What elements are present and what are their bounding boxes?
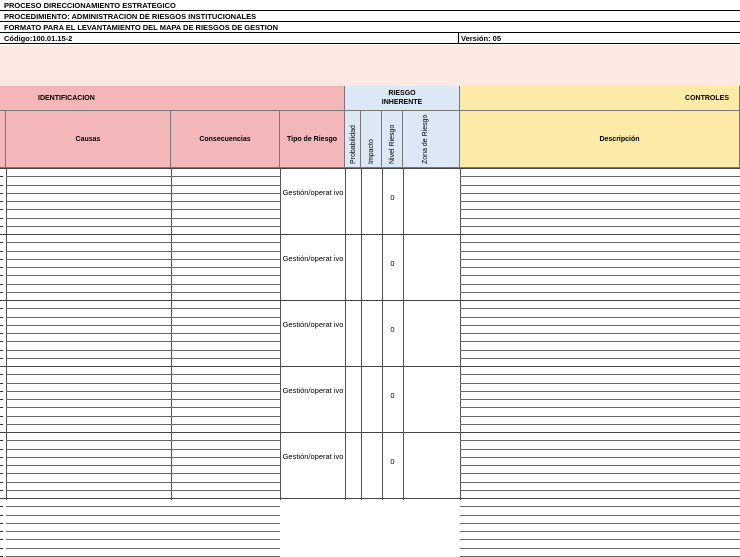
format-label: FORMATO PARA EL LEVANTAMIENTO DEL MAPA DE RIESGOS DE GESTION [4, 23, 279, 32]
cell-line[interactable] [460, 218, 740, 219]
nivel-riesgo-cell[interactable]: 0 [390, 457, 395, 466]
cell-line[interactable] [6, 193, 171, 194]
column-line [280, 168, 281, 500]
cell-line[interactable] [6, 358, 171, 359]
cell-line[interactable] [460, 284, 740, 285]
cell-line[interactable] [6, 515, 171, 516]
row-tick [0, 416, 3, 417]
cell-line[interactable] [171, 523, 280, 524]
cell-line[interactable] [171, 482, 280, 483]
cell-line[interactable] [460, 416, 740, 417]
cell-line[interactable] [460, 482, 740, 483]
cell-line[interactable] [6, 416, 171, 417]
cell-line[interactable] [6, 259, 171, 260]
cell-line[interactable] [6, 449, 171, 450]
row-tick [0, 383, 3, 384]
cell-line[interactable] [6, 440, 171, 441]
cell-line[interactable] [460, 523, 740, 524]
row-tick [0, 176, 3, 177]
row-tick [0, 482, 3, 483]
row-tick [0, 548, 3, 549]
col-tipo-label: Tipo de Riesgo [286, 135, 338, 143]
tipo-riesgo-cell[interactable]: Gestión/operat ivo [282, 188, 344, 197]
row-tick [0, 325, 3, 326]
row-tick [0, 226, 3, 227]
header-divider [458, 33, 459, 44]
cell-line[interactable] [460, 506, 740, 507]
row-tick [0, 185, 3, 186]
cell-line[interactable] [6, 308, 171, 309]
row-tick [0, 341, 3, 342]
tipo-riesgo-cell[interactable]: Gestión/operat ivo [282, 320, 344, 329]
group-separator [0, 432, 740, 433]
cell-line[interactable] [171, 185, 280, 186]
col-impacto-label: Impacto [368, 139, 375, 164]
section-controles[interactable] [460, 86, 740, 111]
cell-line[interactable] [171, 341, 280, 342]
row-tick [0, 275, 3, 276]
cell-line[interactable] [6, 374, 171, 375]
tipo-riesgo-cell[interactable]: Gestión/operat ivo [282, 386, 344, 395]
cell-line[interactable] [460, 317, 740, 318]
row-tick [0, 465, 3, 466]
cell-line[interactable] [171, 209, 280, 210]
cell-line[interactable] [460, 242, 740, 243]
cell-line[interactable] [460, 292, 740, 293]
cell-line[interactable] [460, 548, 740, 549]
cell-line[interactable] [6, 457, 171, 458]
row-tick [0, 267, 3, 268]
cell-line[interactable] [171, 242, 280, 243]
group-separator [0, 300, 740, 301]
cell-line[interactable] [460, 267, 740, 268]
cell-line[interactable] [171, 424, 280, 425]
process-label: PROCESO DIRECCIONAMIENTO ESTRATEGICO [4, 1, 176, 10]
header-process [0, 0, 740, 11]
cell-line[interactable] [460, 473, 740, 474]
cell-line[interactable] [171, 515, 280, 516]
col-causas-label: Causas [75, 135, 101, 143]
cell-line[interactable] [460, 325, 740, 326]
cell-line[interactable] [6, 482, 171, 483]
cell-line[interactable] [171, 251, 280, 252]
row-tick [0, 317, 3, 318]
nivel-riesgo-cell[interactable]: 0 [390, 259, 395, 268]
cell-line[interactable] [171, 416, 280, 417]
cell-line[interactable] [6, 548, 171, 549]
cell-line[interactable] [460, 383, 740, 384]
cell-line[interactable] [460, 399, 740, 400]
cell-line[interactable] [171, 383, 280, 384]
cell-line[interactable] [6, 539, 171, 540]
cell-line[interactable] [460, 201, 740, 202]
cell-line[interactable] [171, 193, 280, 194]
row-tick [0, 209, 3, 210]
row-tick [0, 333, 3, 334]
cell-line[interactable] [460, 539, 740, 540]
row-tick [0, 201, 3, 202]
cell-line[interactable] [460, 424, 740, 425]
cell-line[interactable] [6, 383, 171, 384]
cell-line[interactable] [6, 350, 171, 351]
cell-line[interactable] [171, 317, 280, 318]
row-tick [0, 391, 3, 392]
cell-line[interactable] [460, 350, 740, 351]
cell-line[interactable] [460, 176, 740, 177]
cell-line[interactable] [6, 391, 171, 392]
cell-line[interactable] [171, 350, 280, 351]
row-tick [0, 407, 3, 408]
cell-line[interactable] [460, 407, 740, 408]
group-separator [0, 168, 740, 169]
row-tick [0, 374, 3, 375]
cell-line[interactable] [6, 424, 171, 425]
cell-line[interactable] [6, 325, 171, 326]
cell-line[interactable] [171, 226, 280, 227]
row-tick [0, 457, 3, 458]
cell-line[interactable] [6, 275, 171, 276]
row-tick [0, 251, 3, 252]
code-label: Código:100.01.15-2 [4, 34, 73, 43]
cell-line[interactable] [171, 391, 280, 392]
cell-line[interactable] [460, 490, 740, 491]
cell-line[interactable] [6, 201, 171, 202]
row-tick [0, 515, 3, 516]
cell-line[interactable] [171, 284, 280, 285]
cell-line[interactable] [171, 449, 280, 450]
column-line [345, 168, 346, 500]
cell-line[interactable] [460, 259, 740, 260]
cell-line[interactable] [460, 333, 740, 334]
version-label: Versión: 05 [461, 34, 502, 43]
group-separator [0, 234, 740, 235]
row-tick [0, 523, 3, 524]
cell-line[interactable] [171, 374, 280, 375]
row-tick [0, 473, 3, 474]
cell-line[interactable] [460, 391, 740, 392]
col-header-descripcion[interactable] [460, 111, 740, 168]
row-tick [0, 350, 3, 351]
section-controles-label: CONTROLES [685, 94, 729, 102]
header-procedure [0, 11, 740, 22]
cell-line[interactable] [6, 185, 171, 186]
cell-line[interactable] [460, 209, 740, 210]
row-tick [0, 449, 3, 450]
section-riesgo-inherente[interactable] [345, 86, 460, 111]
row-tick [0, 490, 3, 491]
cell-line[interactable] [171, 490, 280, 491]
cell-line[interactable] [460, 308, 740, 309]
col-consecuencias-label: Consecuencias [199, 135, 251, 143]
column-line [403, 168, 404, 500]
cell-line[interactable] [6, 209, 171, 210]
cell-line[interactable] [460, 449, 740, 450]
cell-line[interactable] [171, 201, 280, 202]
cell-line[interactable] [6, 407, 171, 408]
cell-line[interactable] [460, 374, 740, 375]
procedure-label: PROCEDIMIENTO: ADMINISTRACION DE RIESGOS INSTITUCIONALES [4, 12, 257, 21]
col-header-causas[interactable] [6, 111, 171, 168]
cell-line[interactable] [171, 218, 280, 219]
col-zona-label: Zona de Riesgo [422, 114, 430, 164]
cell-line[interactable] [460, 531, 740, 532]
cell-line[interactable] [171, 440, 280, 441]
cell-line[interactable] [460, 457, 740, 458]
cell-line[interactable] [6, 341, 171, 342]
cell-line[interactable] [171, 457, 280, 458]
cell-line[interactable] [171, 308, 280, 309]
section-identificacion-label: IDENTIFICACION [38, 94, 95, 102]
col-probabilidad-label: Probabilidad [349, 125, 357, 164]
cell-line[interactable] [6, 333, 171, 334]
row-tick [0, 218, 3, 219]
cell-line[interactable] [6, 176, 171, 177]
cell-line[interactable] [460, 515, 740, 516]
cell-line[interactable] [6, 531, 171, 532]
cell-line[interactable] [171, 465, 280, 466]
col-header-consecuencias[interactable] [171, 111, 280, 168]
row-tick [0, 539, 3, 540]
cell-line[interactable] [171, 358, 280, 359]
column-line [361, 168, 362, 500]
header-format [0, 22, 740, 33]
row-tick [0, 424, 3, 425]
cell-line[interactable] [6, 465, 171, 466]
cell-line[interactable] [171, 275, 280, 276]
row-tick [0, 531, 3, 532]
cell-line[interactable] [6, 292, 171, 293]
cell-line[interactable] [171, 292, 280, 293]
cell-line[interactable] [171, 333, 280, 334]
cell-line[interactable] [171, 531, 280, 532]
nivel-riesgo-cell[interactable]: 0 [390, 391, 395, 400]
group-separator [0, 498, 740, 499]
cell-line[interactable] [6, 284, 171, 285]
header-code-version [0, 33, 740, 44]
cell-line[interactable] [460, 465, 740, 466]
cell-line[interactable] [6, 317, 171, 318]
group-separator [0, 366, 740, 367]
blank-band [0, 45, 740, 86]
row-tick [0, 358, 3, 359]
row-tick [0, 259, 3, 260]
col-nivel-label: Nivel Riesgo [389, 124, 396, 164]
col-descripcion-label: Descripción [599, 135, 640, 143]
cell-line[interactable] [6, 523, 171, 524]
cell-line[interactable] [460, 226, 740, 227]
row-tick [0, 284, 3, 285]
cell-line[interactable] [171, 407, 280, 408]
row-tick [0, 506, 3, 507]
cell-line[interactable] [171, 176, 280, 177]
tipo-riesgo-cell[interactable]: Gestión/operat ivo [282, 452, 344, 461]
cell-line[interactable] [6, 267, 171, 268]
cell-line[interactable] [460, 341, 740, 342]
cell-line[interactable] [6, 242, 171, 243]
section-riesgo-label: RIESGO INHERENTE [381, 90, 423, 106]
cell-line[interactable] [460, 275, 740, 276]
row-tick [0, 242, 3, 243]
row-tick [0, 292, 3, 293]
row-tick [0, 399, 3, 400]
cell-line[interactable] [171, 506, 280, 507]
cell-line[interactable] [6, 218, 171, 219]
col-header-zona-riesgo[interactable] [403, 111, 460, 168]
col-header-tipo-riesgo[interactable] [280, 111, 345, 168]
cell-line[interactable] [6, 226, 171, 227]
cell-line[interactable] [460, 185, 740, 186]
cell-line[interactable] [171, 267, 280, 268]
cell-line[interactable] [6, 399, 171, 400]
col-header-nivel-riesgo[interactable] [382, 111, 403, 168]
tipo-riesgo-cell[interactable]: Gestión/operat ivo [282, 254, 344, 263]
row-tick [0, 440, 3, 441]
col-header-impacto[interactable] [361, 111, 382, 168]
cell-line[interactable] [171, 259, 280, 260]
cell-line[interactable] [460, 440, 740, 441]
row-tick [0, 193, 3, 194]
risk-grid [0, 168, 740, 500]
cell-line[interactable] [6, 473, 171, 474]
cell-line[interactable] [460, 251, 740, 252]
cell-line[interactable] [460, 193, 740, 194]
cell-line[interactable] [171, 473, 280, 474]
row-tick [0, 308, 3, 309]
cell-line[interactable] [171, 548, 280, 549]
cell-line[interactable] [171, 539, 280, 540]
cell-line[interactable] [171, 399, 280, 400]
cell-line[interactable] [6, 490, 171, 491]
col-header-probabilidad[interactable] [345, 111, 361, 168]
cell-line[interactable] [171, 325, 280, 326]
nivel-riesgo-cell[interactable]: 0 [390, 193, 395, 202]
cell-line[interactable] [6, 251, 171, 252]
cell-line[interactable] [6, 506, 171, 507]
nivel-riesgo-cell[interactable]: 0 [390, 325, 395, 334]
cell-line[interactable] [460, 358, 740, 359]
section-identificacion[interactable] [0, 86, 345, 111]
